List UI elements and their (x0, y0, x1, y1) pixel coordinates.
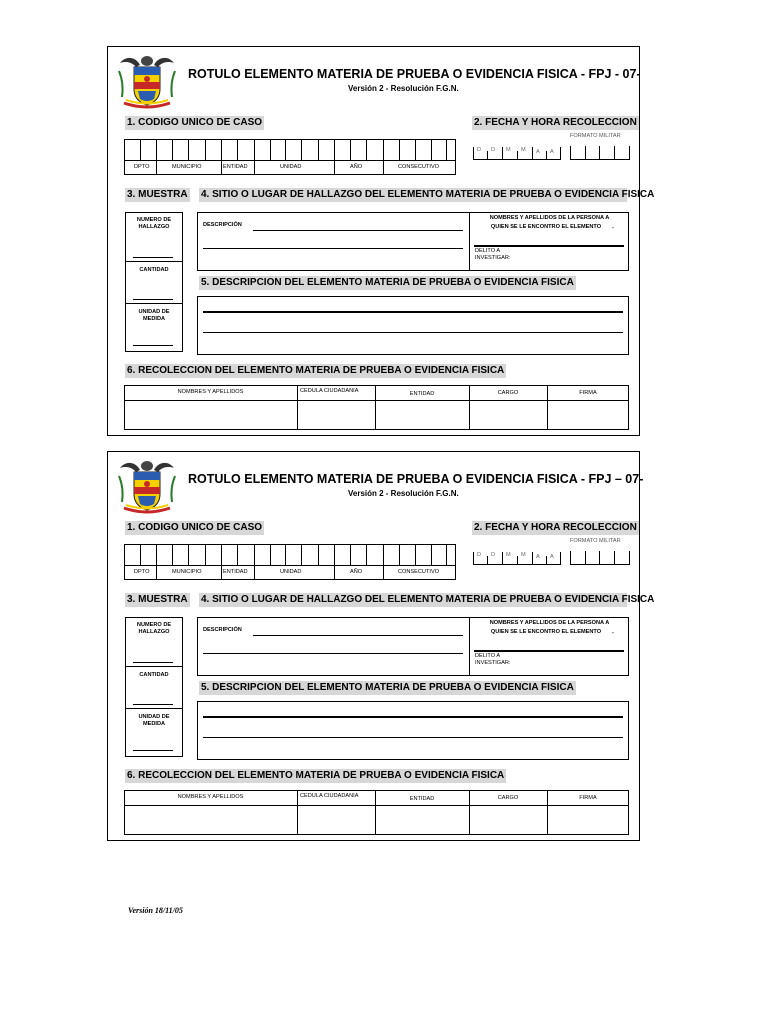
section-sitio-hallazgo-title: 4. SITIO O LUGAR DE HALLAZGO DEL ELEMENTO MATERIA DE PRUEBA O EVIDENCIA FISICA (201, 189, 655, 200)
fecha-letter: A (536, 554, 540, 560)
numero-hallazgo-input[interactable] (133, 257, 173, 258)
fecha-letter: D (477, 552, 482, 558)
numero-hallazgo-label: NUMERO DE HALLAZGO (136, 622, 172, 635)
unidad-medida-label: UNIDAD DE MEDIDA (138, 714, 170, 727)
rotulo-form-2 (107, 451, 655, 841)
col-cargo: CARGO (497, 795, 519, 801)
fecha-letter: A (550, 554, 554, 560)
descripcion-elemento-box[interactable] (197, 701, 629, 760)
col-entidad-recol: ENTIDAD (409, 796, 435, 802)
cantidad-label: CANTIDAD (139, 267, 169, 273)
delito-label: DELITO A INVESTIGAR: (475, 653, 511, 666)
section-descripcion-elemento-title: 5. DESCRIPCION DEL ELEMENTO MATERIA DE PRUEBA O EVIDENCIA FISICA (201, 277, 574, 288)
section-sitio-hallazgo-title: 4. SITIO O LUGAR DE HALLAZGO DEL ELEMENTO MATERIA DE PRUEBA O EVIDENCIA FISICA (201, 594, 655, 605)
descripcion-label: DESCRIPCIÓN (203, 222, 242, 228)
formato-militar-label: FORMATO MILITAR (570, 538, 621, 544)
section-recoleccion-title: 6. RECOLECCION DEL ELEMENTO MATERIA DE PRUEBA O EVIDENCIA FISICA (127, 365, 505, 376)
col-firma: FIRMA (579, 390, 597, 396)
nombres-persona-label-2: QUIEN SE LE ENCONTRO EL ELEMENTO (490, 629, 602, 635)
col-unidad: UNIDAD (280, 569, 302, 575)
col-ano: AÑO (350, 569, 363, 575)
nombres-persona-label: NOMBRES Y APELLIDOS DE LA PERSONA A (489, 215, 610, 221)
muestra-box (125, 212, 183, 352)
numero-hallazgo-input[interactable] (133, 662, 173, 663)
col-municipio: MUNICIPIO (172, 569, 202, 575)
dash-mark: - (612, 630, 614, 636)
col-municipio: MUNICIPIO (172, 164, 202, 170)
col-dpto: DPTO (134, 164, 150, 170)
section-codigo-unico-title: 1. CODIGO UNICO DE CASO (127, 117, 263, 128)
nombres-persona-label: NOMBRES Y APELLIDOS DE LA PERSONA A (489, 620, 610, 626)
col-entidad-recol: ENTIDAD (409, 391, 435, 397)
form-title: ROTULO ELEMENTO MATERIA DE PRUEBA O EVIDENCIA FISICA - FPJ - 07- (188, 67, 641, 81)
hora-field[interactable] (570, 547, 630, 565)
descripcion-input-2[interactable] (203, 653, 463, 654)
cantidad-input[interactable] (133, 704, 173, 705)
section-fecha-hora-title: 2. FECHA Y HORA RECOLECCION (474, 522, 637, 533)
col-entidad: ENTIDAD (223, 569, 248, 575)
form-subtitle: Versión 2 - Resolución F.G.N. (348, 84, 459, 93)
section-codigo-unico-title: 1. CODIGO UNICO DE CASO (127, 522, 263, 533)
formato-militar-label: FORMATO MILITAR (570, 133, 621, 139)
fecha-letter: M (521, 552, 526, 558)
rotulo-form-1 (107, 46, 655, 436)
col-consecutivo: CONSECUTIVO (398, 164, 440, 170)
fecha-letter: D (491, 552, 496, 558)
col-cedula: CEDULA CIUDADANIA (300, 793, 359, 799)
col-cedula: CEDULA CIUDADANIA (300, 388, 359, 394)
unidad-medida-label: UNIDAD DE MEDIDA (138, 309, 170, 322)
cantidad-label: CANTIDAD (139, 672, 169, 678)
unidad-medida-input[interactable] (133, 345, 173, 346)
muestra-box (125, 617, 183, 757)
unidad-medida-input[interactable] (133, 750, 173, 751)
numero-hallazgo-label: NUMERO DE HALLAZGO (136, 217, 172, 230)
form-title: ROTULO ELEMENTO MATERIA DE PRUEBA O EVIDENCIA FISICA - FPJ – 07- (188, 472, 644, 486)
col-nombres-apellidos: NOMBRES Y APELLIDOS (177, 794, 244, 800)
descripcion-input[interactable] (253, 635, 463, 636)
descripcion-elemento-box[interactable] (197, 296, 629, 355)
section-fecha-hora-title: 2. FECHA Y HORA RECOLECCION (474, 117, 637, 128)
version-footer: Versión 18/11/05 (128, 906, 183, 915)
nombres-persona-input[interactable] (474, 650, 624, 652)
col-consecutivo: CONSECUTIVO (398, 569, 440, 575)
delito-label: DELITO A INVESTIGAR: (475, 248, 511, 261)
fecha-field[interactable] (473, 142, 561, 160)
col-cargo: CARGO (497, 390, 519, 396)
section-descripcion-elemento-title: 5. DESCRIPCION DEL ELEMENTO MATERIA DE PRUEBA O EVIDENCIA FISICA (201, 682, 574, 693)
fecha-letter: D (491, 147, 496, 153)
fecha-letter: A (550, 149, 554, 155)
fecha-letter: M (506, 552, 511, 558)
col-entidad: ENTIDAD (223, 164, 248, 170)
nombres-persona-label-2: QUIEN SE LE ENCONTRO EL ELEMENTO (490, 224, 602, 230)
hora-field[interactable] (570, 142, 630, 160)
section-recoleccion-title: 6. RECOLECCION DEL ELEMENTO MATERIA DE PRUEBA O EVIDENCIA FISICA (127, 770, 505, 781)
descripcion-label: DESCRIPCIÓN (203, 627, 242, 633)
fecha-field[interactable] (473, 547, 561, 565)
fecha-letter: A (536, 149, 540, 155)
form-subtitle: Versión 2 - Resolución F.G.N. (348, 489, 459, 498)
col-nombres-apellidos: NOMBRES Y APELLIDOS (177, 389, 244, 395)
cantidad-input[interactable] (133, 299, 173, 300)
dash-mark: - (612, 225, 614, 231)
fecha-letter: M (521, 147, 526, 153)
col-unidad: UNIDAD (280, 164, 302, 170)
section-muestra-title: 3. MUESTRA (127, 189, 188, 200)
col-ano: AÑO (350, 164, 363, 170)
descripcion-input[interactable] (253, 230, 463, 231)
section-muestra-title: 3. MUESTRA (127, 594, 188, 605)
col-dpto: DPTO (134, 569, 150, 575)
fecha-letter: D (477, 147, 482, 153)
descripcion-input-2[interactable] (203, 248, 463, 249)
col-firma: FIRMA (579, 795, 597, 801)
coat-of-arms-icon (116, 53, 178, 109)
fecha-letter: M (506, 147, 511, 153)
nombres-persona-input[interactable] (474, 245, 624, 247)
coat-of-arms-icon (116, 458, 178, 514)
